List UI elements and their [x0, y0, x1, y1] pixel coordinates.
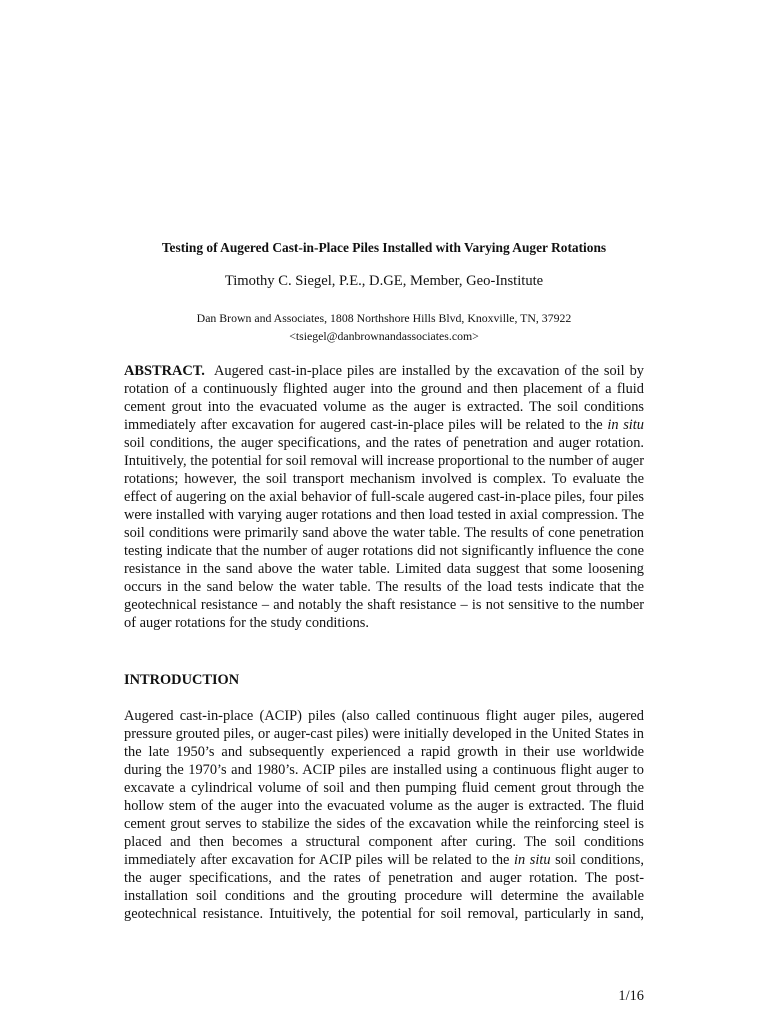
- author-email: <tsiegel@danbrownandassociates.com>: [289, 329, 479, 343]
- abstract-paragraph: [124, 362, 644, 632]
- abstract-text-part-1: Augered cast-in-place piles are installed by the excavation of the soil by rotation of a continuously flighted auger into the ground and then placement of a fluid cement grout into the evacuated volume as the auger is extracted. The soil conditions immediately after excavation for augered cast-in-place piles will be related to the: [124, 363, 644, 433]
- introduction-paragraph: [124, 707, 644, 923]
- intro-text-part-1: Augered cast-in-place (ACIP) piles (also called continuous flight auger piles, augered pressure grouted piles, or auger-cast piles) were initially developed in the United States in the late 1950’s and subsequently experienced a rapid growth in their use worldwide during the 1970’s and 1980’s. ACIP piles are installed using a continuous flight auger to excavate a cylindrical volume of soil and then pumping fluid cement grout through the hollow stem of the auger into the evacuated volume as the auger is extracted. The fluid cement grout serves to stabilize the sides of the excavation while the reinforcing steel is placed and then becomes a structural component after curing. The soil conditions immediately after excavation for ACIP piles will be related to the: [124, 708, 644, 868]
- abstract-label: ABSTRACT.: [124, 363, 205, 379]
- abstract-text-part-2: soil conditions, the auger specifications, and the rates of penetration and auger rotation. Intuitively, the potential for soil removal will increase proportional to the number of auger rotations; however, the soil transport mechanism involved is complex. To evaluate the effect of augering on the axial behavior of full-scale augered cast-in-place piles, four piles were installed with varying auger rotations and then load tested in axial compression. The soil conditions were primarily sand above the water table. The results of cone penetration testing indicate that the number of auger rotations did not significantly influence the cone resistance in the sand above the water table. Limited data suggest that some loosening occurs in the sand below the water table. The results of the load tests indicate that the geotechnical resistance – and notably the shaft resistance – is not sensitive to the number of auger rotations for the study conditions.: [124, 435, 644, 631]
- paper-author: Timothy C. Siegel, P.E., D.GE, Member, Geo-Institute: [224, 273, 544, 289]
- intro-italic-in-situ: in situ: [513, 852, 551, 868]
- intro-text-part-2: soil conditions, the auger specifications, and the rates of penetration and auger rotation. The post-installation soil conditions and the grouting procedure will determine the available geotechnical resistance. Intuitively, the potential for soil removal, particularly in sand,: [124, 852, 644, 922]
- page-number: 1/16: [618, 988, 644, 1004]
- section-heading-introduction: INTRODUCTION: [124, 672, 240, 688]
- author-affiliation-block: [124, 309, 644, 345]
- paper-title: Testing of Augered Cast-in-Place Piles Installed with Varying Auger Rotations: [161, 240, 607, 255]
- abstract-italic-in-situ: in situ: [607, 417, 644, 433]
- affiliation-address: Dan Brown and Associates, 1808 Northshore Hills Blvd, Knoxville, TN, 37922: [196, 311, 572, 325]
